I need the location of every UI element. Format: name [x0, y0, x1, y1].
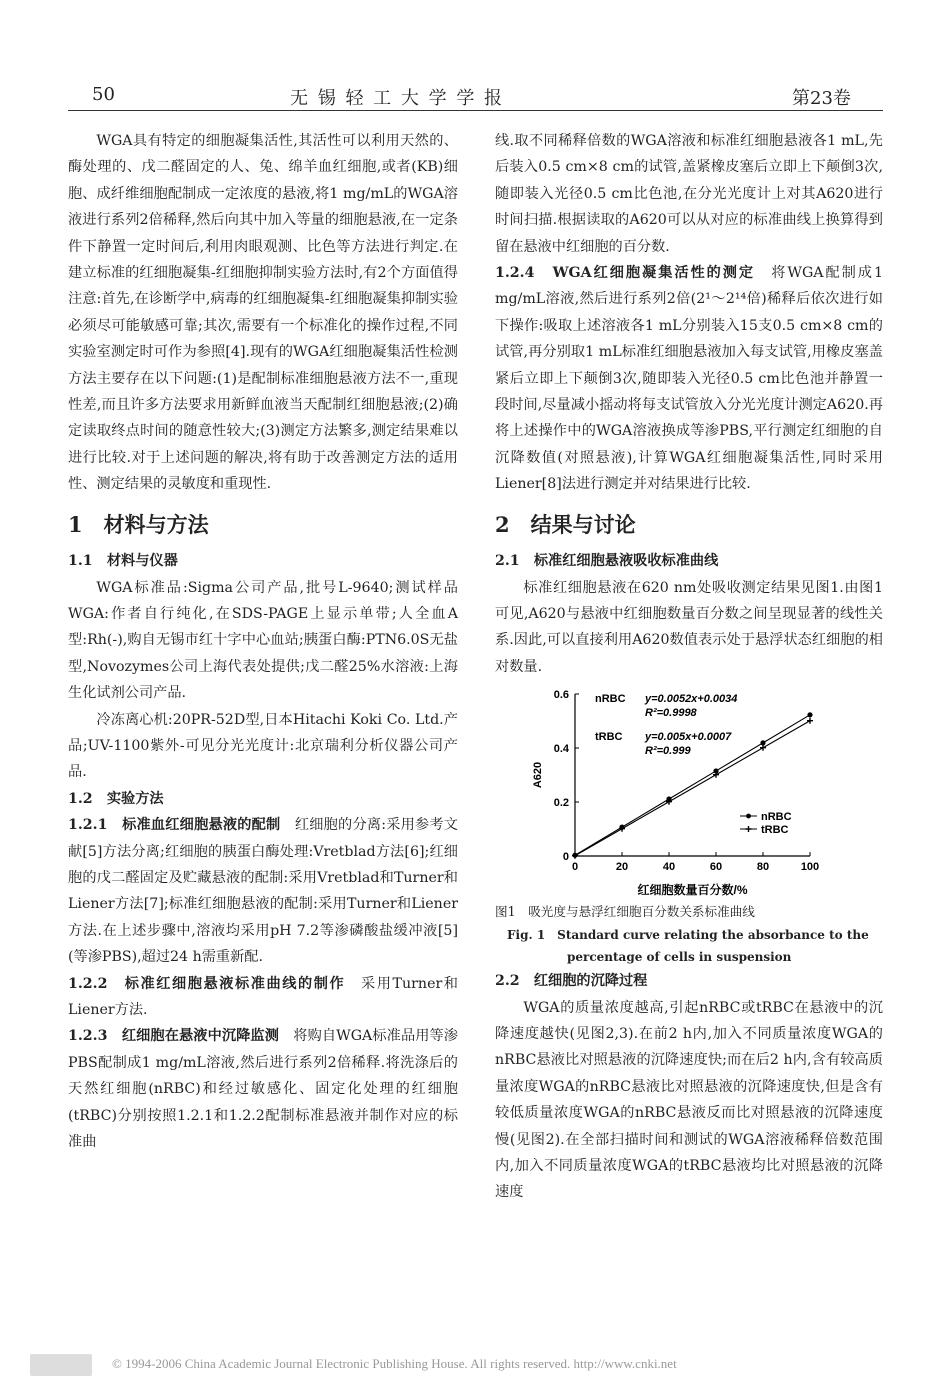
- section-2-2-heading: 2.2 红细胞的沉降过程: [495, 973, 648, 990]
- section-1-2-heading: 1.2 实验方法: [68, 790, 164, 807]
- intro-paragraph: WGA具有特定的细胞凝集活性,其活性可以利用天然的、酶处理的、戊二醛固定的人、兔、绵羊血红细胞,或者(KB)细胞、成纤维细胞配制成一定浓度的悬液,将1 mg/mL的WGA溶液进行系列2倍稀释,然后向其中加入等量的细胞悬液,在一定条件下静置一定时间后,利用肉眼观测、比色等方法进行判定.在建立标准的红细胞凝集-红细胞抑制实验方法时,有2个方面值得注意:首先,在诊断学中,病毒的红细胞凝集-红细胞凝集抑制实验必须尽可能敏感可靠;其次,需要有一个标准化的操作过程,不同实验室测定时可作为参照[4].现有的WGA红细胞凝集活性检测方法主要存在以下问题:(1)是配制标准细胞悬液方法不一,重现性差,而且许多方法要求用新鲜血液当天配制红细胞悬液;(2)确定读取终点时间的随意性较大;(3)测定方法繁多,测定结果难以进行比较.对于上述问题的解决,将有助于改善测定方法的适用性、测定结果的灵敏度和重现性.: [68, 133, 458, 493]
- data-point-tRBC: [760, 745, 766, 751]
- annotation-trbc-name: tRBC: [595, 731, 623, 744]
- data-point-nRBC: [760, 740, 765, 745]
- figure-1-caption-en-line2: percentage of cells in suspension: [567, 950, 792, 965]
- right-column: [495, 128, 883, 1206]
- left-column: [68, 128, 458, 1155]
- section-1-2-1-text: 红细胞的分离:采用参考文献[5]方法分离;红细胞的胰蛋白酶处理:Vretblad方法[6];红细胞的戊二醛固定及贮藏悬液的配制:采用Vretblad和Turner和Liener方法[7];标准红细胞悬液的配制:采用Turner和Liener方法.在上述步骤中,溶液均采用pH 7.2等渗磷酸盐缓冲液[5](等渗PBS),超过24 h需重新配.: [68, 817, 458, 966]
- x-tick-label: 0: [571, 861, 579, 874]
- journal-name: 无 锡 轻 工 大 学 学 报: [290, 88, 505, 109]
- header-rule: [68, 110, 883, 111]
- figure-1-caption-cn: 图1 吸光度与悬浮红细胞百分数关系标准曲线: [495, 904, 755, 920]
- section-1-2-4-heading: 1.2.4 WGA红细胞凝集活性的测定: [495, 265, 756, 282]
- section-2-1-heading: 2.1 标准红细胞悬液吸收标准曲线: [495, 553, 719, 570]
- data-point-nRBC: [807, 712, 812, 717]
- figure-1-chart: [495, 680, 883, 900]
- legend-label-tRBC: tRBC: [761, 824, 789, 837]
- cnki-logo: [30, 1354, 92, 1376]
- copyright-footer: [30, 1354, 930, 1376]
- section-1-2-2-heading: 1.2.2 标准红细胞悬液标准曲线的制作: [68, 975, 346, 992]
- legend-marker-tRBC: [746, 826, 752, 832]
- annotation-trbc-equation: y=0.005x+0.0007: [645, 731, 732, 744]
- y-tick-label: 0.4: [553, 743, 569, 756]
- annotation-nrbc-equation: y=0.0052x+0.0034: [645, 693, 738, 706]
- section-1-2-3-text: 将购自WGA标准品用等渗PBS配制成1 mg/mL溶液,然后进行系列2倍稀释.将洗涤后的天然红细胞(nRBC)和经过敏感化、固定化处理的红细胞(tRBC)分别按照1.2.1和1.2.2配制标准悬液并制作对应的标准曲: [68, 1028, 458, 1151]
- section-1-2-4-text: 将WGA配制成1 mg/mL溶液,然后进行系列2倍(2¹～2¹⁴倍)稀释后依次进行如下操作:吸取上述溶液各1 mL分别装入15支0.5 cm×8 cm的试管,再分别取1 mL标准红细胞悬液加入每支试管,用橡皮塞盖紧后立即上下颠倒3次,随即装入光径0.5 cm比色池并静置一段时间,尽量减小摇动将每支试管放入分光光度计测定A620.再将上述操作中的WGA溶液换成等渗PBS,平行测定红细胞的自沉降数值(对照悬液),计算WGA红细胞凝集活性,同时采用Liener[8]法进行测定并对结果进行比较.: [495, 265, 883, 493]
- x-tick-label: 40: [662, 861, 676, 874]
- section-1-2-2-text: 采用Turner和Liener方法.: [68, 975, 458, 1018]
- y-axis-label: A620: [532, 761, 544, 789]
- legend-label-nRBC: nRBC: [761, 811, 792, 824]
- section-2-1-text: 标准红细胞悬液在620 nm处吸收测定结果见图1.由图1可见,A620与悬液中红细胞数量百分数之间呈现显著的线性关系.因此,可以直接利用A620数值表示处于悬浮状态红细胞的相对数量.: [495, 579, 883, 675]
- x-tick-label: 60: [709, 861, 723, 874]
- section-2-heading: 2 结果与讨论: [495, 511, 636, 537]
- figure-1-caption-en-line1: Fig. 1 Standard curve relating the absorbance to the: [507, 928, 869, 943]
- annotation-nrbc-name: nRBC: [595, 693, 626, 706]
- instruments-paragraph: 冷冻离心机:20PR-52D型,日本Hitachi Koki Co. Ltd.产品;UV-1100紫外-可见分光光度计:北京瑞利分析仪器公司产品.: [68, 711, 458, 781]
- y-tick-label: 0: [562, 851, 569, 864]
- annotation-trbc-r2: R²=0.999: [645, 745, 691, 758]
- annotation-nrbc-r2: R²=0.9998: [645, 707, 697, 720]
- materials-paragraph: WGA标准品:Sigma公司产品,批号L-9640;测试样品WGA:作者自行纯化,在SDS-PAGE上显示单带;人全血A型:Rh(-),购自无锡市红十字中心血站;胰蛋白酶:PTN6.0S无盐型,Novozymes公司上海代表处提供;戊二醛25%水溶液:上海生化试剂公司产品.: [68, 579, 458, 702]
- data-point-tRBC: [807, 718, 813, 724]
- footer-text: © 1994-2006 China Academic Journal Electronic Publishing House. All rights reserved. http://www.cnki.net: [112, 1355, 677, 1371]
- x-tick-label: 80: [756, 861, 770, 874]
- section-1-2-1-heading: 1.2.1 标准血红细胞悬液的配制: [68, 817, 281, 834]
- y-tick-label: 0.2: [553, 797, 569, 810]
- y-tick-label: 0.6: [553, 689, 569, 702]
- section-1-heading: 1 材料与方法: [68, 511, 209, 537]
- x-axis-label: 红细胞数量百分数/%: [637, 883, 748, 898]
- legend-marker-nRBC: [746, 814, 751, 819]
- section-1-2-3-heading: 1.2.3 红细胞在悬液中沉降监测: [68, 1028, 279, 1045]
- x-tick-label: 20: [615, 861, 629, 874]
- volume-label: 第23卷: [792, 88, 851, 109]
- x-tick-label: 100: [800, 861, 820, 874]
- section-1-1-heading: 1.1 材料与仪器: [68, 553, 178, 570]
- section-1-2-3-continued: 线.取不同稀释倍数的WGA溶液和标准红细胞悬液各1 mL,先后装入0.5 cm×8 cm的试管,盖紧橡皮塞后立即上下颠倒3次,随即装入光径0.5 cm比色池,在分光光度计上对其A620进行时间扫描.根据读取的A620可以从对应的标准曲线上换算得到留在悬液中红细胞的百分数.: [495, 133, 883, 255]
- section-2-2-text: WGA的质量浓度越高,引起nRBC或tRBC在悬液中的沉降速度越快(见图2,3).在前2 h内,加入不同质量浓度WGA的nRBC悬液比对照悬液的沉降速度快;而在后2 h内,含有较高质量浓度WGA的nRBC悬液比对照悬液的沉降速度快,但是含有较低质量浓度WGA的nRBC悬液反而比对照悬液的沉降速度慢(见图2).在全部扫描时间和测试的WGA溶液稀释倍数范围内,加入不同质量浓度WGA的tRBC悬液均比对照悬液的沉降速度: [495, 999, 883, 1201]
- page-number: 50: [92, 84, 115, 105]
